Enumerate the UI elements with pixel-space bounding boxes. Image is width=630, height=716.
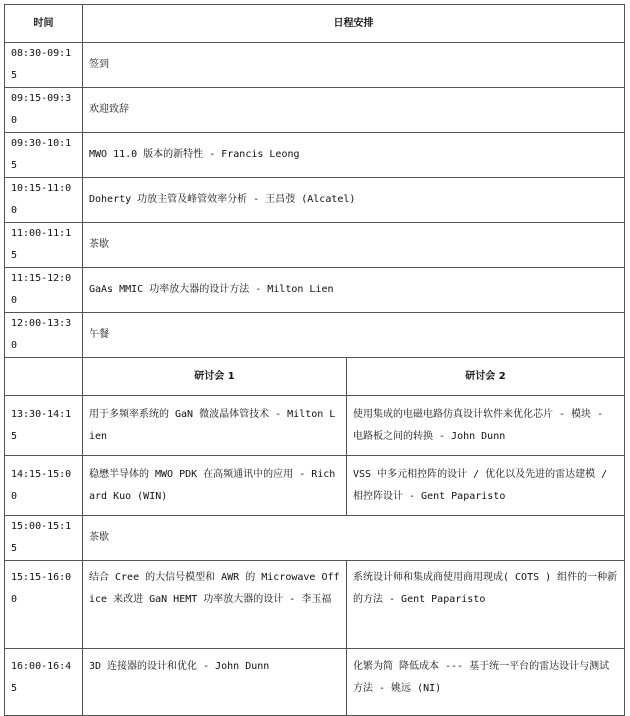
seminar-header-row [5,358,625,396]
time-cell: 11:00-11:15 [5,223,83,268]
time-header: 时间 [5,5,83,43]
session-cell: 茶歇 [83,223,625,268]
time-cell: 16:00-16:45 [5,649,83,716]
time-cell: 15:00-15:15 [5,516,83,561]
table-row [5,396,625,456]
time-cell: 09:15-09:30 [5,88,83,133]
table-row [5,178,625,223]
time-cell: 15:15-16:00 [5,561,83,649]
session-cell: 欢迎致辞 [83,88,625,133]
table-row [5,313,625,358]
time-cell: 10:15-11:00 [5,178,83,223]
table-row [5,649,625,716]
session-cell: Doherty 功放主管及峰管效率分析 - 王昌弢 (Alcatel) [83,178,625,223]
seminar-1-header: 研讨会 1 [83,358,347,396]
table-row [5,516,625,561]
table-row [5,223,625,268]
time-cell: 11:15-12:00 [5,268,83,313]
session-cell: MWO 11.0 版本的新特性 - Francis Leong [83,133,625,178]
seminar-1-cell: 稳懋半导体的 MWO PDK 在高频通讯中的应用 - Richard Kuo (WIN) [83,456,347,516]
seminar-1-cell: 3D 连接器的设计和优化 - John Dunn [83,649,347,716]
time-cell: 12:00-13:30 [5,313,83,358]
table-row [5,88,625,133]
seminar-1-cell: 结合 Cree 的大信号模型和 AWR 的 Microwave Office 来改进 GaN HEMT 功率放大器的设计 - 李玉福 [83,561,347,649]
session-cell: 午餐 [83,313,625,358]
time-cell: 09:30-10:15 [5,133,83,178]
seminar-2-cell: 化繁为简 降低成本 --- 基于统一平台的雷达设计与测试方法 - 姚远 (NI) [347,649,625,716]
seminar-2-cell: VSS 中多元相控阵的设计 / 优化以及先进的雷达建模 / 相控阵设计 - Gent Paparisto [347,456,625,516]
agenda-table [4,4,625,716]
header-row [5,5,625,43]
seminar-1-cell: 用于多频率系统的 GaN 微波晶体管技术 - Milton Lien [83,396,347,456]
time-cell: 14:15-15:00 [5,456,83,516]
session-cell: 签到 [83,43,625,88]
seminar-2-cell: 系统设计师和集成商使用商用现成( COTS ) 组件的一种新的方法 - Gent Paparisto [347,561,625,649]
table-row [5,456,625,516]
table-row [5,268,625,313]
seminar-2-cell: 使用集成的电磁电路仿真设计软件来优化芯片 - 模块 - 电路板之间的转换 - John Dunn [347,396,625,456]
session-cell: 茶歇 [83,516,625,561]
session-cell: GaAs MMIC 功率放大器的设计方法 - Milton Lien [83,268,625,313]
schedule-header: 日程安排 [83,5,625,43]
table-row [5,561,625,649]
table-row [5,43,625,88]
empty-cell [5,358,83,396]
time-cell: 13:30-14:15 [5,396,83,456]
seminar-2-header: 研讨会 2 [347,358,625,396]
time-cell: 08:30-09:15 [5,43,83,88]
table-row [5,133,625,178]
